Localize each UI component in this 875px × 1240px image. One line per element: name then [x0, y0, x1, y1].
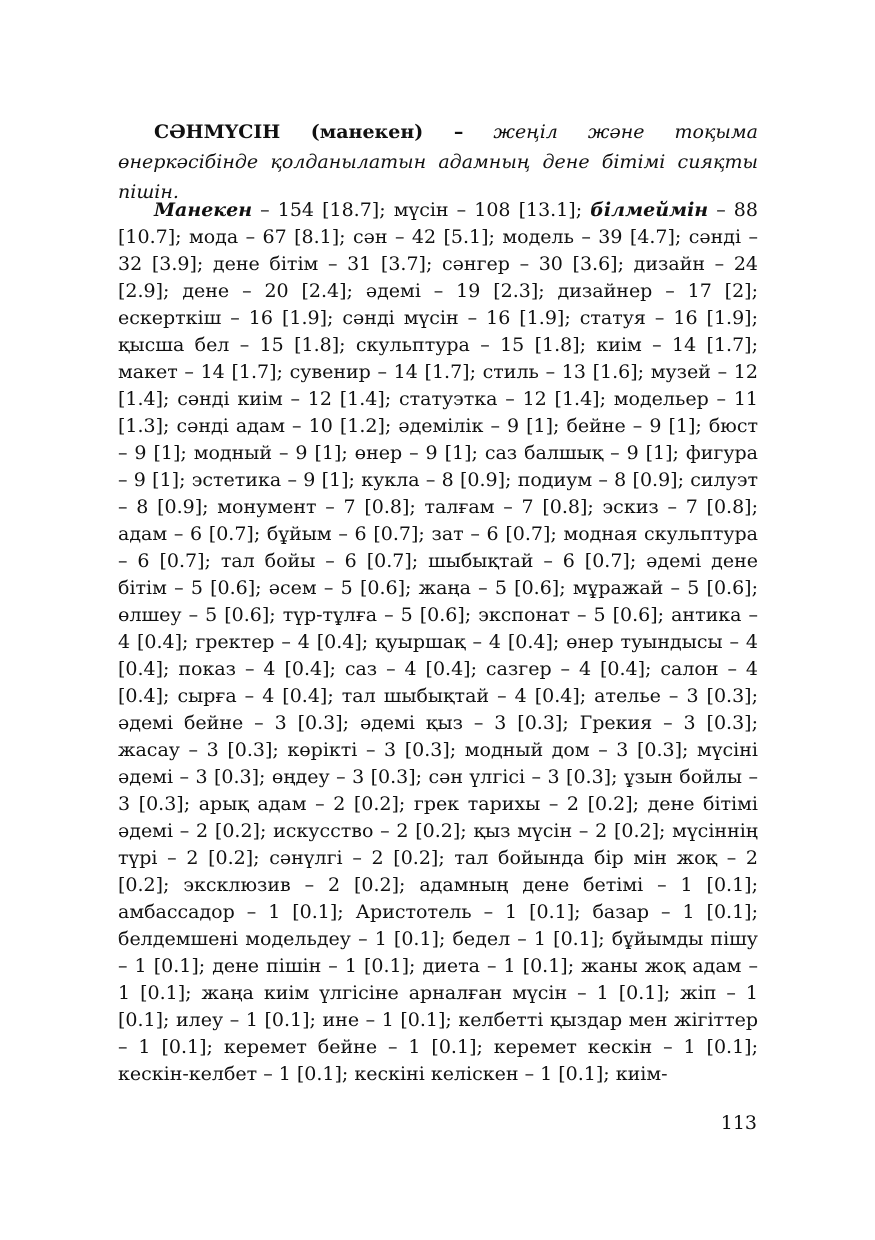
- stimulus-word: Манекен: [154, 199, 253, 221]
- unknown-response: білмеймін: [590, 199, 709, 221]
- dictionary-entry-heading: [118, 117, 758, 207]
- entry-headword: СӘНМҮСІН (манекен) –: [154, 121, 464, 143]
- associations-part-2: – 88 [10.7]; мода – 67 [8.1]; сән – 42 [5.1]; модель – 39 [4.7]; сәнді – 32 [3.9]; дене бітім – 31 [3.7]; сәнгер – 30 [3.6]; дизайн – 24 [2.9]; дене – 20 [2.4]; әдемі – 19 [2.3]; дизайнер – 17 [2]; ескерткіш – 16 [1.9]; сәнді мүсін – 16 [1.9]; статуя – 16 [1.9]; қысша бел – 15 [1.8]; скульптура – 15 [1.8]; киім – 14 [1.7]; макет – 14 [1.7]; сувенир – 14 [1.7]; стиль – 13 [1.6]; музей – 12 [1.4]; сәнді киім – 12 [1.4]; статуэтка – 12 [1.4]; модельер – 11 [1.3]; сәнді адам – 10 [1.2]; әдемілік – 9 [1]; бейне – 9 [1]; бюст – 9 [1]; модный – 9 [1]; өнер – 9 [1]; саз балшық – 9 [1]; фигура – 9 [1]; эстетика – 9 [1]; кукла – 8 [0.9]; подиум – 8 [0.9]; силуэт – 8 [0.9]; монумент – 7 [0.8]; талғам – 7 [0.8]; эскиз – 7 [0.8]; адам – 6 [0.7]; бұйым – 6 [0.7]; зат – 6 [0.7]; модная скульптура – 6 [0.7]; тал бойы – 6 [0.7]; шыбықтай – 6 [0.7]; әдемі дене бітім – 5 [0.6]; әсем – 5 [0.6]; жаңа – 5 [0.6]; мұражай – 5 [0.6]; өлшеу – 5 [0.6]; түр-тұлға – 5 [0.6]; экспонат – 5 [0.6]; антика – 4 [0.4]; гректер – 4 [0.4]; қуыршақ – 4 [0.4]; өнер туындысы – 4 [0.4]; показ – 4 [0.4]; саз – 4 [0.4]; сазгер – 4 [0.4]; салон – 4 [0.4]; сырға – 4 [0.4]; тал шыбықтай – 4 [0.4]; ателье – 3 [0.3]; әдемі бейне – 3 [0.3]; әдемі қыз – 3 [0.3]; Грекия – 3 [0.3]; жасау – 3 [0.3]; көрікті – 3 [0.3]; модный дом – 3 [0.3]; мүсіні әдемі – 3 [0.3]; өңдеу – 3 [0.3]; сән үлгісі – 3 [0.3]; ұзын бойлы – 3 [0.3]; арық адам – 2 [0.2]; грек тарихы – 2 [0.2]; дене бітімі әдемі – 2 [0.2]; искусство – 2 [0.2]; қыз мүсін – 2 [0.2]; мүсіннің түрі – 2 [0.2]; сәнүлгі – 2 [0.2]; тал бойында бір мін жоқ – 2 [0.2]; эксклюзив – 2 [0.2]; адамның дене бетімі – 1 [0.1]; амбассадор – 1 [0.1]; Аристотель – 1 [0.1]; базар – 1 [0.1]; белдемшені модельдеу – 1 [0.1]; бедел – 1 [0.1]; бұйымды пішу – 1 [0.1]; дене пішін – 1 [0.1]; диета – 1 [0.1]; жаны жоқ адам – 1 [0.1]; жаңа киім үлгісіне арналған мүсін – 1 [0.1]; жіп – 1 [0.1]; илеу – 1 [0.1]; ине – 1 [0.1]; келбетті қыздар мен жігіттер – 1 [0.1]; керемет бейне – 1 [0.1]; керемет кескін – 1 [0.1]; кескін-келбет – 1 [0.1]; кескіні келіскен – 1 [0.1]; киім-: [118, 199, 758, 1085]
- associations-part-1: – 154 [18.7]; мүсін – 108 [13.1];: [252, 199, 591, 221]
- entry-definition: жеңіл және тоқыма өнеркәсібінде қолданылатын адамның дене бітімі сияқты пішін.: [118, 121, 758, 203]
- association-list: [118, 197, 758, 1088]
- page-number: 113: [720, 1112, 757, 1134]
